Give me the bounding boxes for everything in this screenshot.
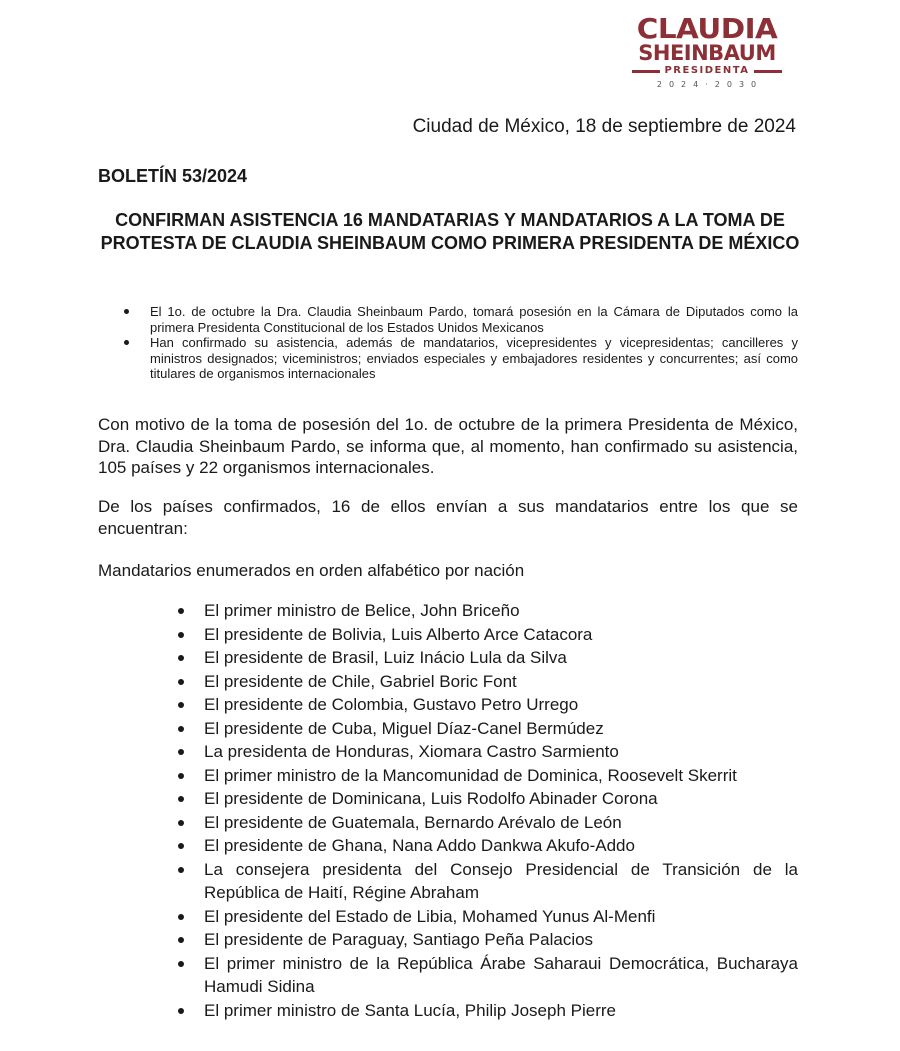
leader-item: El presidente de Guatemala, Bernardo Arévalo de León — [176, 811, 798, 835]
leader-item: El primer ministro de la República Árabe Saharaui Democrática, Bucharaya Hamudi Sidina — [176, 952, 798, 999]
headline: CONFIRMAN ASISTENCIA 16 MANDATARIAS Y MANDATARIOS A LA TOMA DE PROTESTA DE CLAUDIA SHEINBAUM COMO PRIMERA PRESIDENTA DE MÉXICO — [100, 210, 800, 253]
logo-line-sheinbaum: SHEINBAUM — [638, 41, 776, 65]
summary-item: El 1o. de octubre la Dra. Claudia Sheinbaum Pardo, tomará posesión en la Cámara de Diputados como la primera Presidenta Constitucional de los Estados Unidos Mexicanos — [118, 304, 798, 335]
logo-rule-right — [754, 70, 782, 73]
logo-line-claudia: CLAUDIA — [636, 12, 778, 45]
list-intro: Mandatarios enumerados en orden alfabético por nación — [98, 561, 525, 580]
summary-item: Han confirmado su asistencia, además de mandatarios, vicepresidentes y vicepresidentas; cancilleres y ministros designados; viceministros; enviados especiales y embajadores residentes y concurrentes; así como titulares de organismos internacionales — [118, 335, 798, 382]
logo-line-presidenta — [632, 65, 782, 77]
summary-bullets — [118, 304, 798, 382]
logo-term-years: 2024·2030 — [656, 80, 764, 89]
logo-presidenta-text: PRESIDENTA — [664, 65, 750, 76]
leader-item: El presidente de Ghana, Nana Addo Dankwa Akufo-Addo — [176, 834, 798, 858]
leader-item: La consejera presidenta del Consejo Presidencial de Transición de la República de Haití, Régine Abraham — [176, 858, 798, 905]
leader-item: El presidente de Brasil, Luiz Inácio Lula da Silva — [176, 646, 798, 670]
leader-item: El primer ministro de Belice, John Briceño — [176, 599, 798, 623]
leader-item: El presidente de Cuba, Miguel Díaz-Canel Bermúdez — [176, 717, 798, 741]
leader-item: La presidenta de Honduras, Xiomara Castro Sarmiento — [176, 740, 798, 764]
bulletin-number: BOLETÍN 53/2024 — [98, 166, 248, 186]
logo-rule-left — [632, 70, 660, 73]
leader-item: El presidente de Bolivia, Luis Alberto Arce Catacora — [176, 623, 798, 647]
leader-item: El primer ministro de Santa Lucía, Philip Joseph Pierre — [176, 999, 798, 1023]
body-paragraph-leaders: De los países confirmados, 16 de ellos envían a sus mandatarios entre los que se encuentran: — [98, 497, 798, 538]
body-paragraph-attendance: Con motivo de la toma de posesión del 1o. de octubre de la primera Presidenta de México, Dra. Claudia Sheinbaum Pardo, se informa que, al momento, han confirmado su asistencia, 105 países y 22 organismos internacionales. — [98, 415, 798, 477]
leader-item: El presidente de Colombia, Gustavo Petro Urrego — [176, 693, 798, 717]
leader-item: El presidente de Paraguay, Santiago Peña Palacios — [176, 928, 798, 952]
leader-item: El presidente de Dominicana, Luis Rodolfo Abinader Corona — [176, 787, 798, 811]
leaders-list — [176, 599, 798, 1022]
leader-item: El presidente del Estado de Libia, Mohamed Yunus Al-Menfi — [176, 905, 798, 929]
campaign-logo — [632, 12, 782, 89]
dateline: Ciudad de México, 18 de septiembre de 2024 — [412, 116, 796, 137]
leader-item: El presidente de Chile, Gabriel Boric Font — [176, 670, 798, 694]
leader-item: El primer ministro de la Mancomunidad de Dominica, Roosevelt Skerrit — [176, 764, 798, 788]
